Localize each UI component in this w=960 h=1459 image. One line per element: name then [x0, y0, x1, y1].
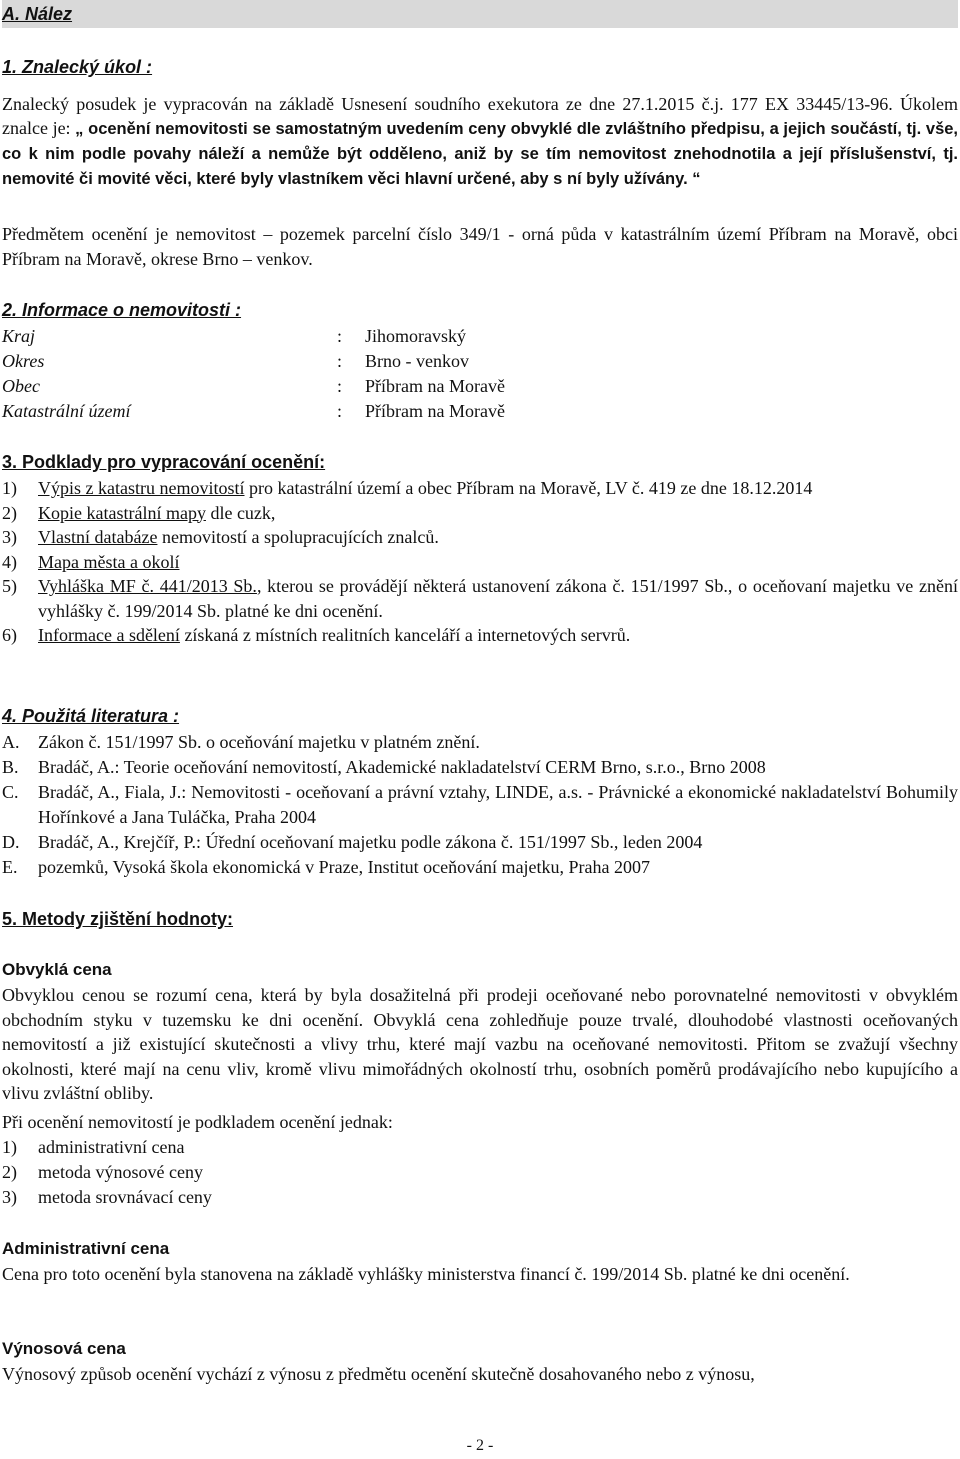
document-page	[2, 0, 959, 1384]
list-text	[38, 574, 958, 623]
list-text: Bradáč, A.: Teorie oceňování nemovitostí, Akademické nakladatelství CERM Brno, s.r.o., Brno 2008	[38, 757, 766, 777]
property-info	[2, 324, 958, 424]
info-colon: :	[337, 376, 343, 396]
heading-literatura: 4. Použitá literatura :	[2, 706, 180, 726]
list-item	[2, 730, 958, 755]
list-number: 3)	[2, 527, 17, 547]
info-label: Obec	[2, 376, 40, 396]
list-underlined: Vyhláška MF č. 441/2013 Sb.	[38, 576, 257, 596]
page-number: - 2 -	[466, 1437, 494, 1454]
list-rest: pro katastrální území a obec Příbram na Moravě, LV č. 419 ze dne 18.12.2014	[244, 478, 813, 498]
task-paragraph	[2, 92, 958, 191]
subheading-administrativni-cena: Administrativní cena	[2, 1239, 170, 1258]
list-item	[2, 1160, 958, 1185]
list-number: 5)	[2, 576, 17, 596]
administrativni-cena-text: Cena pro toto ocenění byla stanovena na základě vyhlášky ministerstva financí č. 199/2014 Sb. platné ke dni ocenění.	[2, 1264, 850, 1284]
list-underlined: Mapa města a okolí	[38, 551, 180, 572]
obvykla-cena-text: Obvyklou cenou se rozumí cena, která by byla dosažitelná při prodeji oceňované nebo porovnatelné nemovitosti v obvyklém obchodním styku v tuzemsku ke dni ocenění. Obvyklá cena zohledňuje pouze trvalé, dlouhodobé vlastnosti oceňovaných nemovitostí a již existující skutečnosti a vlivy trhu, které mají vazbu na oceňované nemovitosti. Přitom se zvažují všechny okolnosti, které mají na cenu vliv, kromě vlivu mimořádných okolností trhu, osobních poměrů prodávajícího nebo kupujícího a vlivu zvláštní obliby.	[2, 985, 958, 1103]
task-text: Znalecký posudek je vypracován na základě Usnesení soudního exekutora ze dne 27.1.2015 č.j. 177 EX 33445/13-96. Úkolem znalce je:	[2, 94, 958, 138]
pri-oceneni-text: Při ocenění nemovitostí je podkladem ocenění jednak:	[2, 1112, 393, 1132]
methods-list	[2, 1135, 958, 1210]
list-item	[2, 476, 958, 501]
list-underlined: Informace a sdělení	[38, 625, 180, 645]
list-text: metoda výnosové ceny	[38, 1162, 203, 1182]
literature-list	[2, 730, 958, 880]
list-underlined: Vlastní databáze	[38, 527, 158, 547]
info-value: Brno - venkov	[365, 351, 469, 371]
list-item	[2, 780, 958, 830]
list-item	[2, 855, 958, 880]
list-text: metoda srovnávací ceny	[38, 1187, 212, 1207]
info-colon: :	[337, 401, 343, 421]
list-number: 6)	[2, 625, 17, 645]
list-text	[38, 623, 958, 648]
list-text	[38, 476, 958, 501]
info-row-okres	[2, 349, 958, 374]
list-number: A.	[2, 732, 20, 752]
list-number: 1)	[2, 478, 17, 498]
list-underlined: Výpis z katastru nemovitostí	[38, 478, 245, 498]
info-value: Jihomoravský	[365, 326, 466, 346]
sources-list	[2, 476, 958, 648]
info-label: Katastrální území	[2, 401, 131, 421]
list-item	[2, 501, 958, 526]
info-value: Příbram na Moravě	[365, 401, 505, 421]
list-number: C.	[2, 782, 19, 802]
heading-metody: 5. Metody zjištění hodnoty:	[2, 909, 234, 929]
info-row-kraj	[2, 324, 958, 349]
list-item	[2, 623, 958, 648]
list-item	[2, 1185, 958, 1210]
list-underlined: Kopie katastrální mapy	[38, 502, 206, 523]
list-rest: nemovitostí a spolupracujících znalců.	[157, 527, 439, 547]
subject-paragraph: Předmětem ocenění je nemovitost – pozemek parcelní číslo 349/1 - orná půda v katastrálním území Příbram na Moravě, obci Příbram na Moravě, okrese Brno – venkov.	[2, 224, 958, 269]
list-rest: získaná z místních realitních kanceláří a internetových servrů.	[179, 625, 631, 645]
list-number: D.	[2, 832, 20, 852]
section-title: A. Nález	[2, 4, 73, 24]
section-header	[2, 0, 958, 28]
list-text	[38, 525, 958, 550]
heading-informace: 2. Informace o nemovitosti :	[2, 300, 242, 320]
info-label: Kraj	[2, 326, 36, 346]
list-number: 2)	[2, 502, 17, 523]
list-item	[2, 525, 958, 550]
info-colon: :	[337, 351, 343, 371]
list-number: 3)	[2, 1187, 17, 1207]
info-row-katastr	[2, 399, 958, 424]
list-number: B.	[2, 757, 19, 777]
list-number: 2)	[2, 1162, 17, 1182]
list-item	[2, 574, 958, 623]
list-number: 4)	[2, 551, 17, 572]
list-item	[2, 830, 958, 855]
list-number: 1)	[2, 1137, 17, 1157]
list-text	[38, 501, 958, 526]
list-text: Zákon č. 151/1997 Sb. o oceňování majetku v platném znění.	[38, 732, 480, 752]
list-text: Bradáč, A., Krejčíř, P.: Úřední oceňovaní majetku podle zákona č. 151/1997 Sb., leden 2004	[38, 832, 703, 852]
info-row-obec	[2, 374, 958, 399]
list-text: administrativní cena	[38, 1137, 185, 1157]
list-item	[2, 755, 958, 780]
list-rest: , kterou se provádějí některá ustanovení zákona č. 151/1997 Sb., o oceňovaní majetku ve znění vyhlášky č. 199/2014 Sb. platné ke dni ocenění.	[38, 576, 958, 621]
heading-podklady: 3. Podklady pro vypracování ocenění:	[2, 452, 326, 472]
info-label: Okres	[2, 351, 45, 371]
subheading-vynosova-cena: Výnosová cena	[2, 1339, 126, 1358]
list-text: Bradáč, A., Fiala, J.: Nemovitosti - oceňovaní a právní vztahy, LINDE, a.s. - Právnické a ekonomické nakladatelství Bohumily Hořínkové a Jana Tuláčka, Praha 2004	[38, 782, 958, 827]
heading-znalecky-ukol: 1. Znalecký úkol :	[2, 57, 153, 77]
subheading-obvykla-cena: Obvyklá cena	[2, 960, 112, 979]
list-text: pozemků, Vysoká škola ekonomická v Praze, Institut oceňování majetku, Praha 2007	[38, 857, 651, 877]
list-number: E.	[2, 857, 18, 877]
info-colon: :	[337, 326, 343, 346]
list-text	[38, 550, 958, 575]
list-item	[2, 1135, 958, 1160]
vynosova-cena-text: Výnosový způsob ocenění vychází z výnosu z předmětu ocenění skutečně dosahovaného nebo z výnosu,	[2, 1364, 755, 1384]
list-rest: dle cuzk,	[205, 502, 276, 523]
task-quote: „ ocenění nemovitosti se samostatným uvedením ceny obvyklé dle zvláštního předpisu, a jejich součástí, tj. vše, co k nim podle povahy náleží a nemůže být odděleno, aniž by se tím nemovitost znehodnotila a její příslušenství, tj. nemovité či movité věci, které byly vlastníkem věci hlavní určené, aby s ní byly užívány. “	[2, 120, 959, 188]
list-item	[2, 550, 958, 575]
info-value: Příbram na Moravě	[365, 376, 505, 396]
